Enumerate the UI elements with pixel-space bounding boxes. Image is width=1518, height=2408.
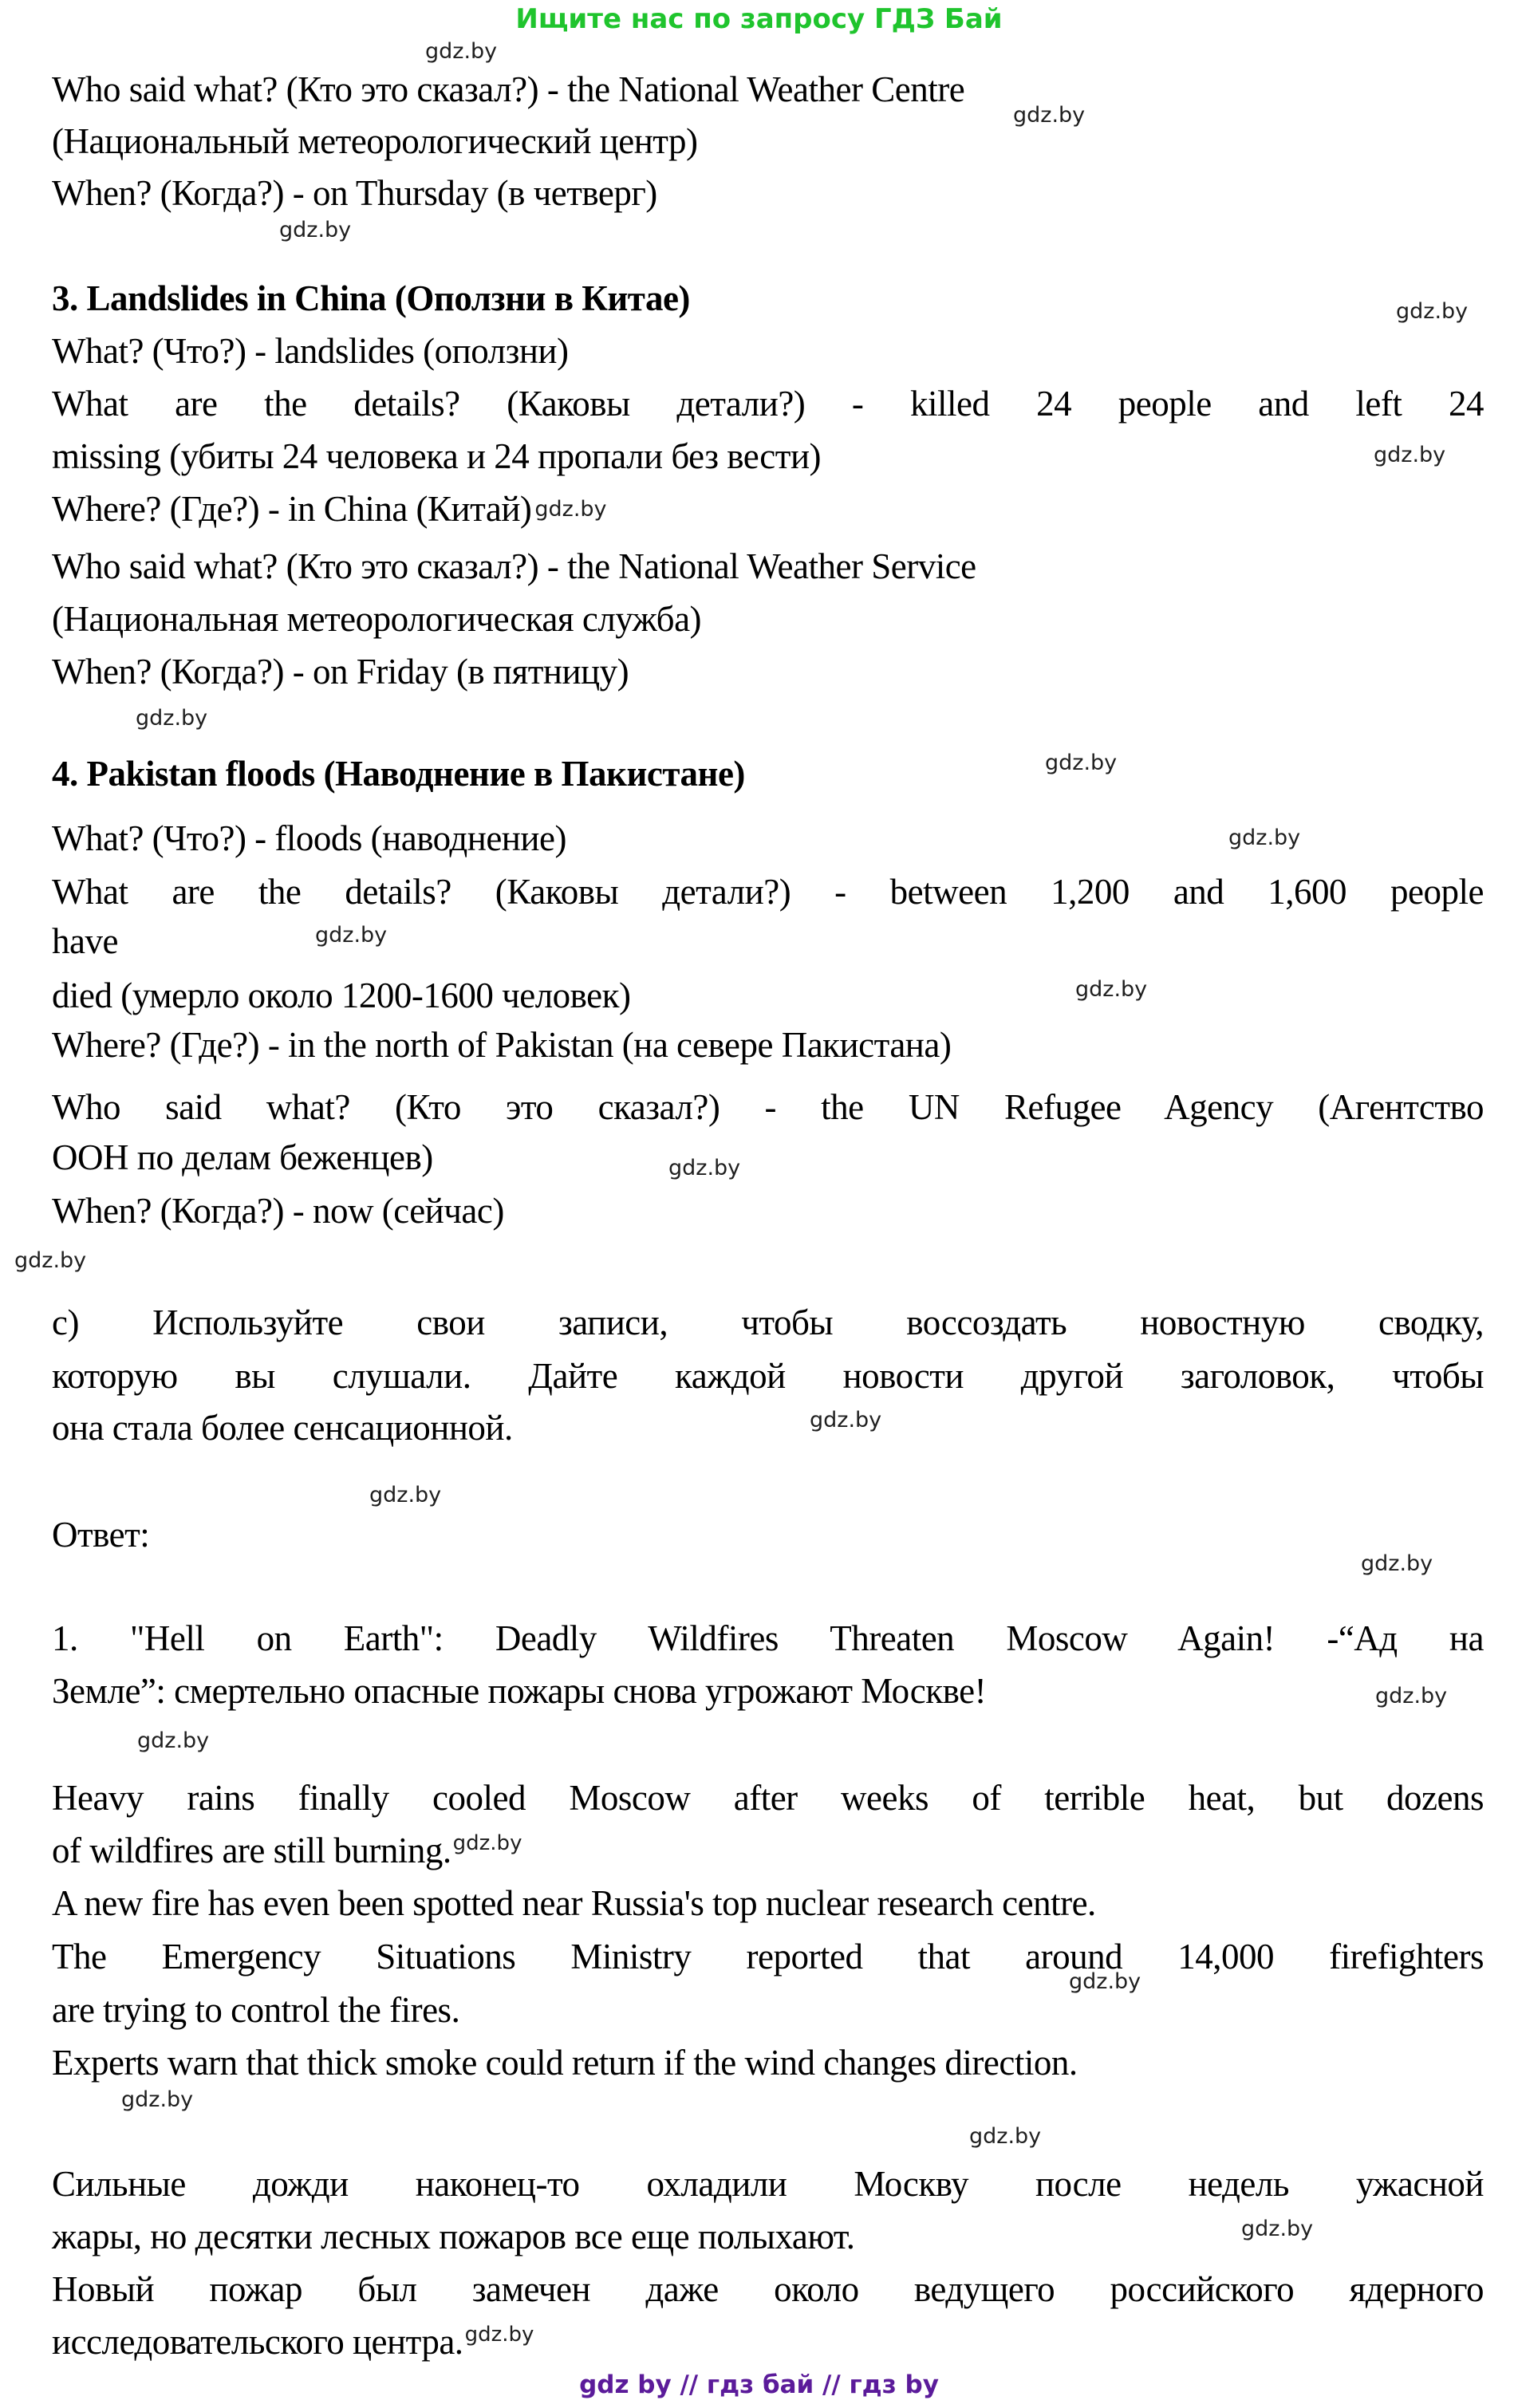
gdz-watermark: gdz.by — [1396, 299, 1469, 324]
gdz-watermark: gdz.by — [1069, 1969, 1141, 1994]
text-line: When? (Когда?) - now (сейчас) — [52, 1191, 504, 1231]
text-line: of wildfires are still burning.$^{gdz.by}$ — [52, 1831, 522, 1870]
gdz-watermark: gdz.by — [534, 497, 607, 522]
gdz-watermark: gdz.by — [14, 1248, 87, 1273]
text-line: The Emergency Situations Ministry reported that around 14,000 firefighters — [52, 1937, 1484, 1976]
gdz-watermark: gdz.by — [136, 706, 208, 731]
text-line: Земле”: смертельно опасные пожары снова угрожают Москве! — [52, 1671, 987, 1711]
text-line: missing (убиты 24 человека и 24 пропали без вести) — [52, 436, 822, 476]
text-line: What are the details? (Каковы детали?) - killed 24 people and left 24 — [52, 384, 1484, 424]
gdz-watermark: gdz.by — [464, 2323, 534, 2347]
text-line: которую вы слушали. Дайте каждой новости другой заголовок, чтобы — [52, 1356, 1484, 1396]
gdz-watermark: gdz.by — [121, 2087, 194, 2112]
gdz-watermark: gdz.by — [969, 2124, 1042, 2149]
text-line: Experts warn that thick smoke could return if the wind changes direction. — [52, 2043, 1078, 2083]
gdz-watermark: gdz.by — [1075, 977, 1148, 1002]
text-line: Ответ: — [52, 1515, 150, 1555]
text-line: What? (Что?) - landslides (оползни) — [52, 331, 569, 371]
heading-line: 3. Landslides in China (Оползни в Китае) — [52, 278, 690, 318]
text-line: Heavy rains finally cooled Moscow after weeks of terrible heat, but dozens — [52, 1778, 1484, 1818]
gdz-watermark: gdz.by — [1361, 1551, 1433, 1576]
text-line: died (умерло около 1200-1600 человек) — [52, 975, 631, 1015]
site-footer: gdz by // гдз бай // гдз by — [579, 2371, 939, 2399]
gdz-watermark: gdz.by — [315, 923, 388, 948]
text-line: When? (Когда?) - on Friday (в пятницу) — [52, 652, 629, 692]
gdz-watermark: gdz.by — [1045, 751, 1118, 775]
gdz-watermark: gdz.by — [1013, 103, 1086, 128]
text-line: ООН по делам беженцев) — [52, 1137, 433, 1177]
text-line: 1. "Hell on Earth": Deadly Wildfires Threaten Moscow Again! -“Ад на — [52, 1618, 1484, 1658]
text-line: Where? (Где?) - in China (Китай) gdz.by — [52, 489, 607, 529]
gdz-watermark: gdz.by — [1241, 2217, 1314, 2241]
promo-header: Ищите нас по запросу ГДЗ Бай — [515, 3, 1003, 35]
gdz-watermark: gdz.by — [1375, 1684, 1448, 1708]
gdz-watermark: gdz.by — [1374, 443, 1446, 467]
gdz-watermark: gdz.by — [137, 1728, 210, 1753]
text-line: What are the details? (Каковы детали?) - between 1,200 and 1,600 people — [52, 872, 1484, 912]
text-line: are trying to control the fires. — [52, 1990, 460, 2030]
gdz-watermark: gdz.by — [668, 1156, 741, 1180]
gdz-watermark: gdz.by — [279, 218, 352, 242]
text-line: (Национальный метеорологический центр) — [52, 121, 698, 161]
text-line: Сильные дожди наконец-то охладили Москву после недель ужасной — [52, 2164, 1484, 2204]
gdz-watermark: gdz.by — [369, 1483, 442, 1507]
text-line: have — [52, 921, 118, 961]
text-line: Where? (Где?) - in the north of Pakistan (на севере Пакистана) — [52, 1025, 952, 1065]
text-line: When? (Когда?) - on Thursday (в четверг) — [52, 173, 657, 213]
text-line: Who said what? (Кто это сказал?) - the National Weather Centre — [52, 69, 965, 109]
gdz-watermark: gdz.by — [1228, 826, 1301, 850]
text-line: исследовательского центра.$^{gdz.by}$ — [52, 2322, 534, 2362]
text-line: Новый пожар был замечен даже около ведущего российского ядерного — [52, 2269, 1484, 2309]
text-line: жары, но десятки лесных пожаров все еще полыхают. — [52, 2217, 855, 2256]
text-line: она стала более сенсационной. — [52, 1408, 513, 1448]
gdz-watermark: gdz.by — [452, 1831, 522, 1855]
heading-line: 4. Pakistan floods (Наводнение в Пакистане) — [52, 754, 745, 794]
text-line: Who said what? (Кто это сказал?) - the National Weather Service — [52, 546, 976, 586]
gdz-watermark: gdz.by — [425, 39, 498, 64]
text-line: Who said what? (Кто это сказал?) - the UN Refugee Agency (Агентство — [52, 1087, 1484, 1127]
text-line: A new fire has even been spotted near Russia's top nuclear research centre. — [52, 1883, 1096, 1923]
text-line: What? (Что?) - floods (наводнение) — [52, 818, 566, 858]
gdz-watermark: gdz.by — [810, 1408, 882, 1433]
text-line: с) Используйте свои записи, чтобы воссоздать новостную сводку, — [52, 1303, 1484, 1342]
text-line: (Национальная метеорологическая служба) — [52, 599, 702, 639]
